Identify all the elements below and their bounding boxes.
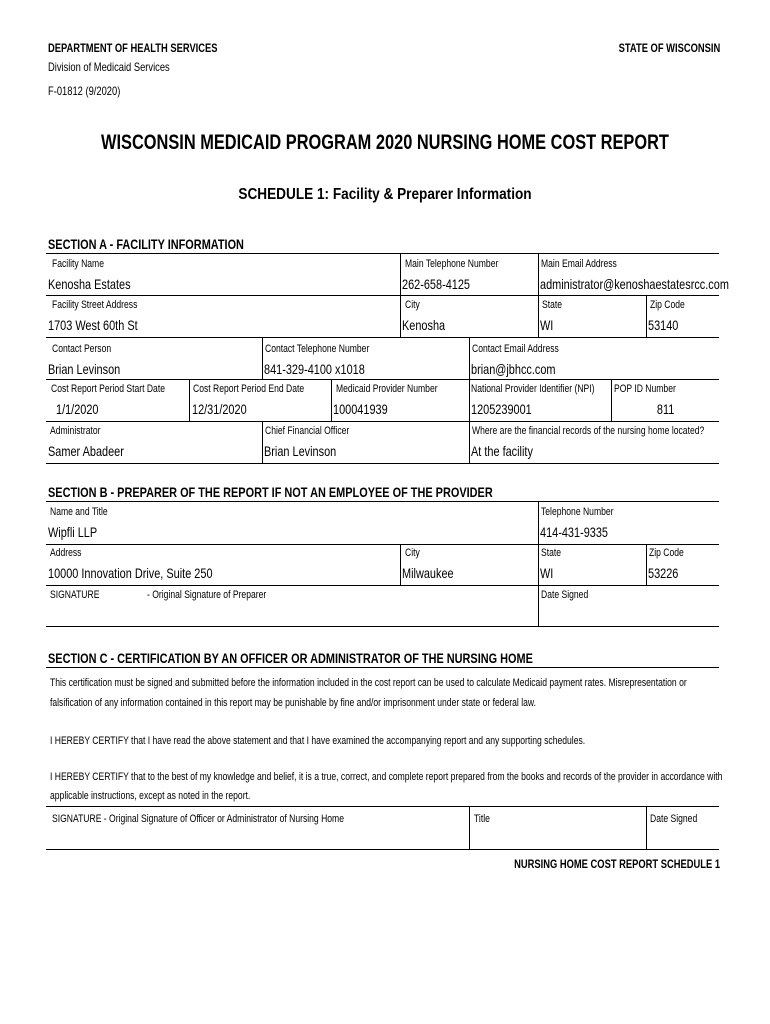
zip-field[interactable]: 53140: [648, 317, 679, 333]
cfo-field[interactable]: Brian Levinson: [264, 443, 337, 459]
administrator-label: Administrator: [50, 425, 101, 437]
preparer-zip-field[interactable]: 53226: [648, 565, 679, 581]
main-phone-field[interactable]: 262-658-4125: [402, 276, 471, 292]
certification-text-3a: I HEREBY CERTIFY that to the best of my knowledge and belief, it is a true, correct, and complete report prepared from the books and records of the provider in accordance with: [50, 771, 723, 783]
cfo-label: Chief Financial Officer: [265, 425, 350, 437]
city-field[interactable]: Kenosha: [402, 317, 446, 333]
certification-text-3b: applicable instructions, except as noted in the report.: [50, 790, 251, 802]
preparer-state-label: State: [541, 547, 562, 559]
period-start-label: Cost Report Period Start Date: [51, 383, 165, 395]
page-subtitle: SCHEDULE 1: Facility & Preparer Information: [238, 186, 532, 203]
state-field[interactable]: WI: [540, 317, 554, 333]
main-email-label: Main Email Address: [541, 258, 617, 270]
certification-text-1a: This certification must be signed and submitted before the information included in the cost report can be used to calculate Medicaid payment rates. Misrepresentation or: [50, 677, 687, 689]
preparer-state-field[interactable]: WI: [540, 565, 554, 581]
state-label: STATE OF WISCONSIN: [618, 41, 720, 55]
contact-person-field[interactable]: Brian Levinson: [48, 361, 121, 377]
medicaid-provider-label: Medicaid Provider Number: [336, 383, 438, 395]
zip-label: Zip Code: [650, 299, 685, 311]
main-phone-label: Main Telephone Number: [405, 258, 499, 270]
department-label: DEPARTMENT OF HEALTH SERVICES: [48, 41, 218, 55]
preparer-city-field[interactable]: Milwaukee: [402, 565, 454, 581]
section-b-heading: SECTION B - PREPARER OF THE REPORT IF NOT AN EMPLOYEE OF THE PROVIDER: [48, 484, 493, 500]
form-number: F-01812 (9/2020): [48, 84, 121, 98]
facility-name-field[interactable]: Kenosha Estates: [48, 276, 131, 292]
state-field-label: State: [542, 299, 563, 311]
contact-person-label: Contact Person: [52, 343, 112, 355]
section-a-heading: SECTION A - FACILITY INFORMATION: [48, 236, 244, 252]
preparer-name-field[interactable]: Wipfli LLP: [48, 524, 98, 540]
preparer-phone-field[interactable]: 414-431-9335: [540, 524, 609, 540]
page-title: WISCONSIN MEDICAID PROGRAM 2020 NURSING HOME COST REPORT: [101, 131, 669, 154]
preparer-address-field[interactable]: 10000 Innovation Drive, Suite 250: [48, 565, 213, 581]
preparer-signature-field[interactable]: [47, 603, 537, 625]
officer-signature-field[interactable]: [47, 828, 467, 848]
preparer-date-signed-field[interactable]: [540, 603, 718, 625]
period-end-field[interactable]: 12/31/2020: [192, 401, 247, 417]
contact-phone-label: Contact Telephone Number: [265, 343, 370, 355]
contact-email-label: Contact Email Address: [472, 343, 559, 355]
contact-email-field[interactable]: brian@jbhcc.com: [471, 361, 556, 377]
main-email-field[interactable]: administrator@kenoshaestatesrcc.com: [540, 276, 729, 292]
preparer-signature-label: SIGNATURE: [50, 589, 100, 601]
records-location-label: Where are the financial records of the nursing home located?: [472, 425, 705, 437]
city-label: City: [405, 299, 420, 311]
officer-date-signed-label: Date Signed: [650, 813, 698, 825]
preparer-name-label: Name and Title: [50, 506, 108, 518]
period-end-label: Cost Report Period End Date: [193, 383, 305, 395]
officer-title-field[interactable]: [472, 828, 644, 848]
preparer-city-label: City: [405, 547, 420, 559]
certification-text-1b: falsification of any information contained in this report may be punishable by fine and/or imprisonment under state or federal law.: [50, 697, 537, 709]
pop-id-field[interactable]: 811: [656, 401, 674, 417]
section-c-heading: SECTION C - CERTIFICATION BY AN OFFICER OR ADMINISTRATOR OF THE NURSING HOME: [48, 650, 533, 666]
officer-signature-label: SIGNATURE - Original Signature of Officer or Administrator of Nursing Home: [52, 813, 344, 825]
pop-id-label: POP ID Number: [614, 383, 676, 395]
page-footer: NURSING HOME COST REPORT SCHEDULE 1: [514, 857, 720, 871]
division-label: Division of Medicaid Services: [48, 60, 170, 74]
records-location-field[interactable]: At the facility: [471, 443, 533, 459]
officer-title-label: Title: [474, 813, 490, 825]
medicaid-provider-field[interactable]: 100041939: [333, 401, 388, 417]
preparer-zip-label: Zip Code: [649, 547, 684, 559]
preparer-address-label: Address: [50, 547, 82, 559]
preparer-date-signed-label: Date Signed: [541, 589, 589, 601]
contact-phone-field[interactable]: 841-329-4100 x1018: [264, 361, 365, 377]
period-start-field[interactable]: 1/1/2020: [56, 401, 99, 417]
npi-label: National Provider Identifier (NPI): [471, 383, 595, 395]
facility-name-label: Facility Name: [52, 258, 104, 270]
street-field[interactable]: 1703 West 60th St: [48, 317, 138, 333]
certification-text-2: I HEREBY CERTIFY that I have read the above statement and that I have examined the accompanying report and any supporting schedules.: [50, 735, 586, 747]
npi-field[interactable]: 1205239001: [471, 401, 532, 417]
officer-date-signed-field[interactable]: [648, 828, 718, 848]
street-label: Facility Street Address: [52, 299, 138, 311]
preparer-signature-note: - Original Signature of Preparer: [147, 589, 267, 601]
preparer-phone-label: Telephone Number: [541, 506, 614, 518]
administrator-field[interactable]: Samer Abadeer: [48, 443, 124, 459]
